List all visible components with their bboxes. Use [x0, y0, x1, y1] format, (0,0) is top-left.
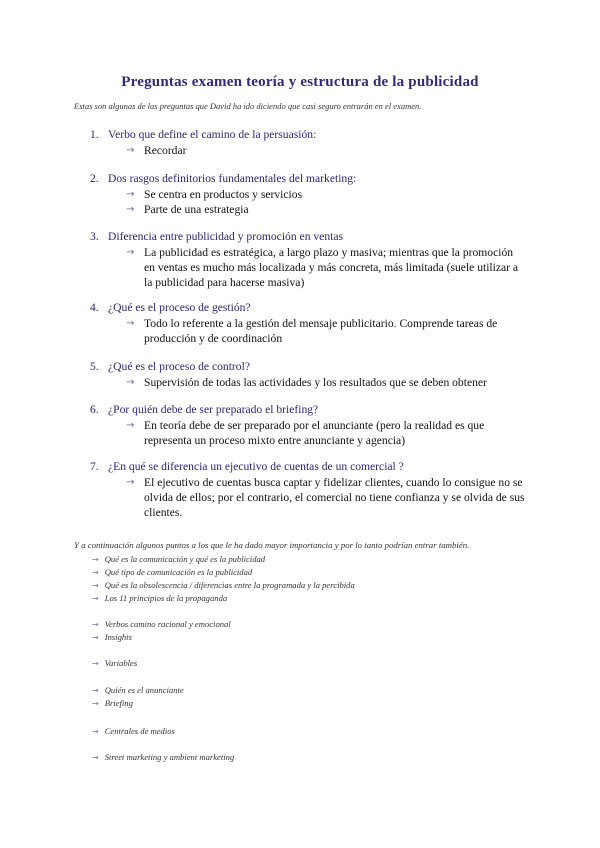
list-item [92, 593, 227, 603]
list-item [92, 632, 132, 642]
arrow-right-icon: → [126, 420, 135, 431]
question-item [90, 459, 530, 520]
question-number: 6. [90, 403, 99, 416]
arrow-right-icon: → [126, 204, 135, 215]
answer-item [126, 143, 530, 158]
list-item-text: Qué es la obsolescencia / diferencias entre la programada y la percibida [104, 580, 355, 590]
list-item-text: Qué es la comunicación y qué es la publicidad [104, 554, 266, 564]
question-text: Verbo que define el camino de la persuasión: [108, 128, 317, 141]
question-item [90, 127, 530, 158]
question-text: ¿Qué es el proceso de control? [108, 360, 250, 373]
list-item [92, 698, 133, 708]
arrow-right-icon: → [126, 189, 135, 200]
arrow-right-icon: → [92, 686, 99, 695]
question-text: ¿Qué es el proceso de gestión? [108, 301, 251, 314]
arrow-right-icon: → [92, 568, 99, 577]
question-item [90, 300, 530, 346]
question-heading [90, 359, 530, 374]
answer-text: Parte de una estrategia [144, 203, 249, 216]
question-heading [90, 300, 530, 315]
arrow-right-icon: → [92, 659, 99, 668]
answer-item [126, 245, 526, 290]
list-item-text: Quién es el anunciante [104, 685, 184, 695]
arrow-right-icon: → [126, 318, 135, 329]
question-item [90, 229, 530, 290]
question-text: Diferencia entre publicidad y promoción en ventas [108, 230, 344, 243]
answer-item [126, 475, 536, 520]
arrow-right-icon: → [92, 620, 99, 629]
list-item-text: Briefing [104, 698, 133, 708]
list-item [92, 658, 137, 668]
question-heading [90, 171, 530, 186]
question-item [90, 171, 530, 217]
list-item [92, 752, 234, 762]
page-title: Preguntas examen teoría y estructura de la publicidad [121, 74, 479, 90]
arrow-right-icon: → [92, 594, 99, 603]
question-heading [90, 229, 530, 244]
question-number: 4. [90, 301, 99, 314]
list-item-text: Qué tipo de comunicación es la publicidad [104, 567, 253, 577]
list-item [92, 567, 252, 577]
intro-text: Estas son algunas de las preguntas que David ha ido diciendo que casi seguro entrarán en el examen. [74, 101, 422, 111]
arrow-right-icon: → [92, 555, 99, 564]
question-text: Dos rasgos definitorios fundamentales del marketing: [108, 172, 357, 185]
question-item [90, 402, 530, 448]
answer-text: Se centra en productos y servicios [144, 188, 303, 201]
question-number: 1. [90, 128, 99, 141]
answer-text: El ejecutivo de cuentas busca captar y fidelizar clientes, cuando lo consigue no se olvida de ellos; por el contrario, el comercial no tiene confianza y se olvida de sus clientes. [144, 476, 525, 519]
list-item-text: Street marketing y ambient marketing [104, 752, 235, 762]
question-heading [90, 127, 530, 142]
question-text: ¿Por quién debe de ser preparado el briefing? [108, 403, 319, 416]
list-item [92, 554, 265, 564]
list-item-text: Variables [104, 658, 138, 668]
answer-text: Recordar [144, 144, 187, 157]
answer-item [126, 375, 530, 390]
list-intro-text: Y a continuación algunos puntos a los que le ha dado mayor importancia y por lo tanto podrían entrar también. [74, 540, 470, 550]
question-number: 7. [90, 460, 99, 473]
list-item-text: Verbos camino racional y emocional [104, 619, 231, 629]
answer-text: Todo lo referente a la gestión del mensaje publicitario. Comprende tareas de producción y de coordinación [144, 317, 498, 345]
question-heading [90, 459, 530, 474]
arrow-right-icon: → [126, 145, 135, 156]
answer-item [126, 187, 530, 202]
list-item [92, 580, 355, 590]
answer-item [126, 202, 530, 217]
question-item [90, 359, 530, 390]
answer-text: Supervisión de todas las actividades y los resultados que se deben obtener [144, 376, 487, 389]
question-number: 2. [90, 172, 99, 185]
arrow-right-icon: → [92, 581, 99, 590]
list-item-text: Insights [104, 632, 132, 642]
question-heading [90, 402, 530, 417]
answer-item [126, 418, 526, 448]
arrow-right-icon: → [92, 753, 99, 762]
answer-text: La publicidad es estratégica, a largo plazo y masiva; mientras que la promoción en ventas es mucho más localizada y más concreta, más limitada (suele utilizar a la publicidad para hacerse masiva) [144, 246, 519, 289]
answer-item [126, 316, 536, 346]
arrow-right-icon: → [126, 477, 135, 488]
arrow-right-icon: → [126, 247, 135, 258]
list-item [92, 619, 231, 629]
question-text: ¿En qué se diferencia un ejecutivo de cuentas de un comercial ? [108, 460, 404, 473]
question-number: 3. [90, 230, 99, 243]
list-item-text: Los 11 principios de la propaganda [104, 593, 228, 603]
question-number: 5. [90, 360, 99, 373]
list-item-text: Centrales de medios [104, 726, 175, 736]
list-item [92, 685, 184, 695]
arrow-right-icon: → [126, 377, 135, 388]
list-item [92, 726, 175, 736]
answer-text: En teoría debe de ser preparado por el anunciante (pero la realidad es que representa un proceso mixto entre anunciante y agencia) [144, 419, 485, 447]
arrow-right-icon: → [92, 699, 99, 708]
arrow-right-icon: → [92, 727, 99, 736]
arrow-right-icon: → [92, 633, 99, 642]
